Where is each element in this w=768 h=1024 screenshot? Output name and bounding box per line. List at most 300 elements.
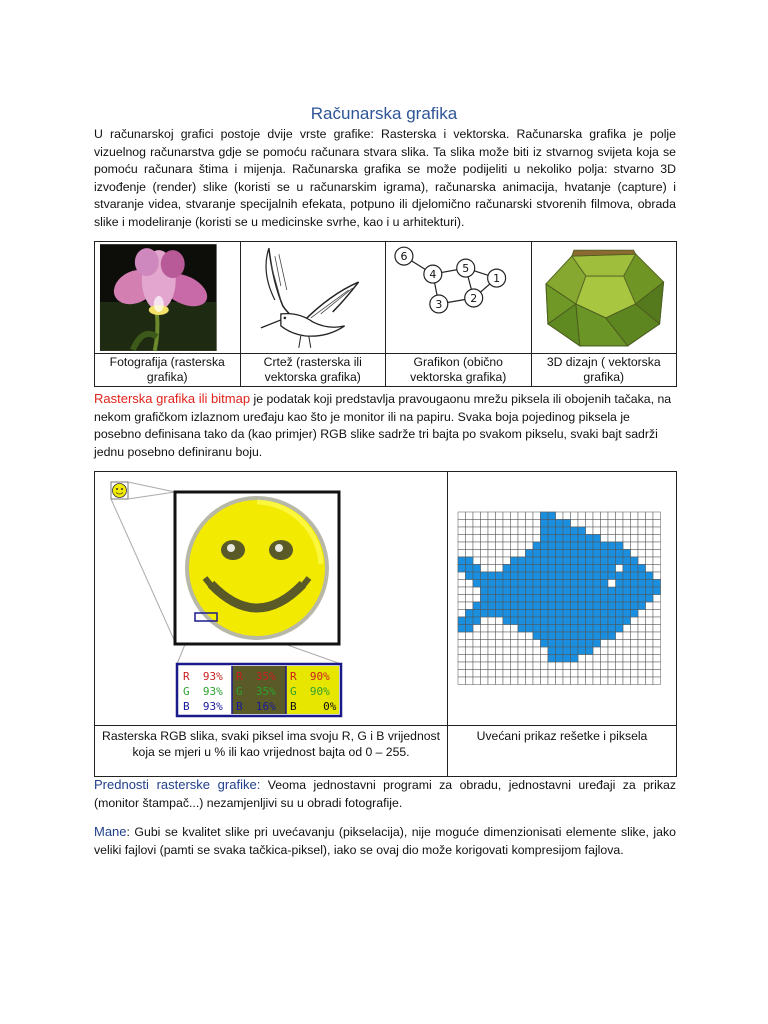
grid-pixel — [631, 520, 639, 528]
fish-pixel — [571, 602, 579, 610]
grid-pixel — [526, 632, 534, 640]
fish-pixel — [556, 602, 564, 610]
fish-pixel — [601, 542, 609, 550]
raster-text: je podatak koji predstavlja pravougaonu mrežu piksela ili obojenih tačaka, na nekom grafičkom izlaznom uređaju kao što je monitor ili na papiru. Svaka boja pojedinog piksela je posebno definisana tako da (kao primjer) RGB slike sadrže tri bajta po svakom pikselu, svaki bajt sadrži jednu posebno definiranu boju. — [94, 392, 672, 459]
grid-pixel — [511, 632, 519, 640]
fish-pixel — [548, 655, 556, 663]
fish-pixel — [533, 587, 541, 595]
grid-pixel — [466, 527, 474, 535]
fish-pixel — [503, 587, 511, 595]
grid-pixel — [511, 535, 519, 543]
graph-node-label: 3 — [435, 297, 443, 311]
grid-pixel — [541, 647, 549, 655]
fish-pixel — [466, 572, 474, 580]
fish-pixel — [518, 617, 526, 625]
fish-pixel — [503, 610, 511, 618]
grid-pixel — [653, 512, 661, 520]
grid-pixel — [518, 677, 526, 685]
grid-pixel — [496, 550, 504, 558]
grid-pixel — [601, 520, 609, 528]
fish-pixel — [563, 527, 571, 535]
fish-pixel — [548, 572, 556, 580]
grid-pixel — [473, 512, 481, 520]
fish-pixel — [616, 602, 624, 610]
grid-pixel — [526, 527, 534, 535]
fish-pixel — [623, 617, 631, 625]
fish-pixel — [563, 535, 571, 543]
fish-pixel — [541, 595, 549, 603]
fish-pixel — [638, 565, 646, 573]
fish-pixel — [556, 647, 564, 655]
fish-pixel — [548, 512, 556, 520]
grid-pixel — [511, 520, 519, 528]
grid-pixel — [526, 640, 534, 648]
grid-pixel — [623, 632, 631, 640]
fish-pixel — [646, 587, 654, 595]
grid-pixel — [631, 617, 639, 625]
fish-pixel — [578, 587, 586, 595]
rgb-b-value: B 93% — [183, 700, 223, 713]
fish-pixel — [563, 602, 571, 610]
fish-pixel — [616, 572, 624, 580]
fish-pixel — [586, 587, 594, 595]
fish-pixel — [578, 535, 586, 543]
fish-pixel — [541, 527, 549, 535]
graph-node-label: 4 — [429, 268, 437, 282]
grid-pixel — [608, 520, 616, 528]
fish-pixel — [556, 655, 564, 663]
grid-pixel — [623, 625, 631, 633]
fish-pixel — [563, 632, 571, 640]
grid-pixel — [608, 670, 616, 678]
grid-pixel — [481, 520, 489, 528]
grid-pixel — [458, 662, 466, 670]
grid-pixel — [466, 587, 474, 595]
fish-pixel — [578, 617, 586, 625]
grid-pixel — [488, 550, 496, 558]
fish-pixel — [616, 550, 624, 558]
example-cell-3d — [531, 242, 677, 354]
grid-pixel — [533, 662, 541, 670]
fish-pixel — [586, 565, 594, 573]
grid-pixel — [608, 662, 616, 670]
grid-pixel — [653, 655, 661, 663]
fish-pixel — [503, 565, 511, 573]
grid-pixel — [496, 662, 504, 670]
fish-pixel — [556, 640, 564, 648]
grid-pixel — [518, 655, 526, 663]
fish-pixel — [526, 550, 534, 558]
fish-pixel — [488, 587, 496, 595]
grid-pixel — [623, 677, 631, 685]
smiley-figure-cell — [95, 472, 448, 726]
fish-pixel — [578, 625, 586, 633]
fish-pixel — [593, 640, 601, 648]
grid-pixel — [488, 662, 496, 670]
fish-pixel — [623, 587, 631, 595]
grid-pixel — [458, 572, 466, 580]
grid-pixel — [638, 632, 646, 640]
fish-pixel — [646, 595, 654, 603]
fish-pixel — [548, 587, 556, 595]
grid-pixel — [601, 640, 609, 648]
grid-pixel — [601, 512, 609, 520]
grid-pixel — [653, 527, 661, 535]
rgb-b-value: B 0% — [290, 700, 337, 713]
grid-pixel — [593, 512, 601, 520]
grid-pixel — [473, 587, 481, 595]
grid-pixel — [578, 520, 586, 528]
fish-pixel — [496, 572, 504, 580]
graph-node-label: 6 — [400, 250, 408, 264]
fish-pixel — [563, 587, 571, 595]
fish-pixel — [631, 602, 639, 610]
fish-pixel — [473, 610, 481, 618]
fish-pixel — [473, 617, 481, 625]
grid-pixel — [473, 595, 481, 603]
fish-pixel — [548, 595, 556, 603]
fish-pixel — [533, 602, 541, 610]
fish-pixel — [616, 557, 624, 565]
fish-pixel — [541, 512, 549, 520]
fish-pixel — [586, 625, 594, 633]
grid-pixel — [646, 670, 654, 678]
fish-pixel — [608, 625, 616, 633]
grid-pixel — [631, 647, 639, 655]
grid-pixel — [563, 670, 571, 678]
fish-pixel — [578, 527, 586, 535]
grid-pixel — [586, 677, 594, 685]
grid-pixel — [503, 670, 511, 678]
fish-pixel — [631, 587, 639, 595]
grid-pixel — [473, 647, 481, 655]
grid-pixel — [488, 617, 496, 625]
rgb-g-value: G 90% — [290, 685, 330, 698]
grid-pixel — [488, 625, 496, 633]
grid-pixel — [503, 512, 511, 520]
fish-pixel — [541, 632, 549, 640]
grid-pixel — [548, 662, 556, 670]
grid-pixel — [496, 565, 504, 573]
fish-pixel — [563, 595, 571, 603]
fish-pixel — [481, 580, 489, 588]
fish-pixel — [601, 602, 609, 610]
grid-pixel — [481, 632, 489, 640]
grid-pixel — [488, 632, 496, 640]
fish-pixel — [556, 565, 564, 573]
fish-pixel — [586, 647, 594, 655]
fish-pixel — [541, 565, 549, 573]
grid-pixel — [473, 520, 481, 528]
fish-pixel — [571, 542, 579, 550]
fish-pixel — [578, 542, 586, 550]
grid-pixel — [638, 610, 646, 618]
grid-pixel — [533, 655, 541, 663]
grid-pixel — [466, 512, 474, 520]
grid-pixel — [616, 527, 624, 535]
grid-pixel — [458, 602, 466, 610]
grid-pixel — [481, 640, 489, 648]
grid-pixel — [466, 520, 474, 528]
fish-pixel — [533, 550, 541, 558]
fish-pixel — [578, 647, 586, 655]
fish-pixel — [638, 587, 646, 595]
grid-pixel — [541, 662, 549, 670]
fish-pixel — [466, 625, 474, 633]
rgb-r-value: R 93% — [183, 670, 223, 683]
pixel-fish-figure — [448, 472, 677, 725]
raster-term: Rasterska grafika ili bitmap — [94, 391, 251, 406]
grid-pixel — [503, 550, 511, 558]
grid-pixel — [488, 535, 496, 543]
fish-pixel — [466, 565, 474, 573]
fish-pixel — [556, 610, 564, 618]
grid-pixel — [631, 550, 639, 558]
fish-pixel — [548, 632, 556, 640]
fish-pixel — [586, 580, 594, 588]
fish-pixel — [526, 610, 534, 618]
polyhedron-3d-icon — [532, 242, 677, 353]
grid-pixel — [556, 670, 564, 678]
grid-pixel — [466, 550, 474, 558]
fish-pixel — [616, 625, 624, 633]
fish-pixel — [511, 565, 519, 573]
fish-pixel — [488, 595, 496, 603]
grid-pixel — [593, 662, 601, 670]
grid-pixel — [638, 542, 646, 550]
grid-pixel — [518, 512, 526, 520]
fish-pixel — [541, 587, 549, 595]
fish-pixel — [548, 527, 556, 535]
fish-pixel — [533, 632, 541, 640]
grid-pixel — [503, 662, 511, 670]
fish-pixel — [496, 602, 504, 610]
grid-pixel — [466, 677, 474, 685]
example-cell-photo — [95, 242, 241, 354]
graph-node-label: 2 — [470, 291, 478, 305]
fish-pixel — [556, 542, 564, 550]
grid-pixel — [466, 580, 474, 588]
fish-pixel — [593, 535, 601, 543]
grid-pixel — [488, 670, 496, 678]
fish-pixel — [638, 595, 646, 603]
fish-pixel — [593, 632, 601, 640]
fish-pixel — [578, 580, 586, 588]
fish-pixel — [533, 565, 541, 573]
grid-pixel — [526, 542, 534, 550]
grid-pixel — [601, 527, 609, 535]
grid-pixel — [586, 527, 594, 535]
grid-pixel — [488, 512, 496, 520]
grid-pixel — [653, 542, 661, 550]
fish-pixel — [488, 610, 496, 618]
grid-pixel — [526, 670, 534, 678]
fish-pixel — [563, 617, 571, 625]
fish-pixel — [608, 632, 616, 640]
fish-pixel — [473, 602, 481, 610]
fish-pixel — [623, 550, 631, 558]
fish-pixel — [638, 580, 646, 588]
fish-pixel — [533, 625, 541, 633]
fish-pixel — [473, 572, 481, 580]
fish-pixel — [548, 640, 556, 648]
fish-pixel — [503, 617, 511, 625]
grid-pixel — [541, 677, 549, 685]
fish-pixel — [541, 602, 549, 610]
grid-pixel — [481, 527, 489, 535]
grid-pixel — [653, 662, 661, 670]
grid-pixel — [653, 677, 661, 685]
fish-pixel — [571, 595, 579, 603]
grid-pixel — [578, 655, 586, 663]
fish-pixel — [571, 550, 579, 558]
grid-pixel — [631, 640, 639, 648]
grid-pixel — [646, 527, 654, 535]
fish-pixel — [578, 610, 586, 618]
grid-pixel — [473, 557, 481, 565]
fish-pixel — [548, 535, 556, 543]
grid-pixel — [496, 542, 504, 550]
fish-pixel — [533, 617, 541, 625]
advantages-text: Veoma jednostavni programi za obradu, jednostavni uređaji za prikaz (monitor štampač...) nezamjenljivi su u obradi fotografije. — [94, 778, 677, 810]
fish-pixel — [653, 587, 661, 595]
grid-pixel — [488, 677, 496, 685]
grid-pixel — [646, 632, 654, 640]
fish-pixel — [466, 610, 474, 618]
fish-pixel — [533, 572, 541, 580]
fish-pixel — [593, 610, 601, 618]
fish-pixel — [578, 557, 586, 565]
grid-pixel — [488, 542, 496, 550]
grid-pixel — [608, 647, 616, 655]
fish-pixel — [586, 640, 594, 648]
fish-pixel — [586, 542, 594, 550]
fish-pixel — [496, 580, 504, 588]
grid-pixel — [571, 677, 579, 685]
grid-pixel — [518, 527, 526, 535]
grid-pixel — [458, 587, 466, 595]
fish-pixel — [608, 595, 616, 603]
grid-pixel — [631, 670, 639, 678]
fish-pixel — [458, 617, 466, 625]
fish-pixel — [548, 565, 556, 573]
grid-pixel — [518, 535, 526, 543]
fish-pixel — [458, 625, 466, 633]
tulip-photo-icon — [95, 242, 240, 353]
fish-pixel — [571, 610, 579, 618]
fish-pixel — [563, 610, 571, 618]
fish-pixel — [481, 610, 489, 618]
grid-pixel — [466, 595, 474, 603]
grid-pixel — [481, 557, 489, 565]
grid-pixel — [653, 625, 661, 633]
fish-pixel — [548, 617, 556, 625]
grid-pixel — [653, 647, 661, 655]
grid-pixel — [593, 647, 601, 655]
fish-pixel — [608, 542, 616, 550]
fish-pixel — [556, 625, 564, 633]
fish-pixel — [578, 640, 586, 648]
grid-pixel — [623, 535, 631, 543]
disadvantages-label: Mane — [94, 824, 127, 839]
bird-drawing-icon — [241, 242, 386, 353]
fish-pixel — [571, 587, 579, 595]
grid-pixel — [638, 512, 646, 520]
grid-pixel — [496, 520, 504, 528]
fish-pixel — [608, 602, 616, 610]
grid-pixel — [586, 670, 594, 678]
grid-pixel — [518, 647, 526, 655]
grid-pixel — [593, 670, 601, 678]
fish-pixel — [578, 602, 586, 610]
fish-pixel — [556, 632, 564, 640]
fish-pixel — [631, 557, 639, 565]
grid-pixel — [653, 595, 661, 603]
grid-pixel — [526, 655, 534, 663]
fish-pixel — [563, 625, 571, 633]
fish-pixel — [586, 602, 594, 610]
grid-pixel — [593, 677, 601, 685]
fish-pixel — [541, 625, 549, 633]
fish-pixel — [608, 587, 616, 595]
grid-pixel — [578, 670, 586, 678]
fish-pixel — [646, 572, 654, 580]
fish-pixel — [563, 550, 571, 558]
fish-pixel — [593, 557, 601, 565]
grid-pixel — [623, 655, 631, 663]
fish-pixel — [541, 557, 549, 565]
fish-pixel — [578, 632, 586, 640]
fish-pixel — [548, 625, 556, 633]
fish-pixel — [616, 610, 624, 618]
grid-pixel — [646, 647, 654, 655]
fish-pixel — [563, 520, 571, 528]
grid-pixel — [533, 512, 541, 520]
grid-pixel — [466, 535, 474, 543]
example-caption: Grafikon (obično vektorska grafika) — [386, 354, 532, 387]
grid-pixel — [638, 625, 646, 633]
fish-pixel — [556, 587, 564, 595]
fish-pixel — [571, 617, 579, 625]
grid-pixel — [623, 640, 631, 648]
fish-pixel — [638, 572, 646, 580]
grid-pixel — [556, 662, 564, 670]
grid-pixel — [503, 647, 511, 655]
fish-pixel — [556, 580, 564, 588]
grid-pixel — [646, 655, 654, 663]
grid-pixel — [473, 655, 481, 663]
fish-pixel — [556, 535, 564, 543]
fish-pixel — [503, 572, 511, 580]
fish-pixel — [488, 572, 496, 580]
fish-pixel — [533, 595, 541, 603]
grid-pixel — [646, 617, 654, 625]
grid-pixel — [511, 550, 519, 558]
grid-pixel — [503, 557, 511, 565]
fish-pixel — [616, 595, 624, 603]
grid-pixel — [503, 632, 511, 640]
fish-pixel — [526, 602, 534, 610]
grid-pixel — [511, 512, 519, 520]
grid-pixel — [458, 542, 466, 550]
grid-pixel — [623, 670, 631, 678]
grid-pixel — [533, 527, 541, 535]
fish-pixel — [548, 580, 556, 588]
fish-pixel — [473, 580, 481, 588]
fish-pixel — [623, 610, 631, 618]
fish-pixel — [541, 535, 549, 543]
grid-pixel — [481, 565, 489, 573]
